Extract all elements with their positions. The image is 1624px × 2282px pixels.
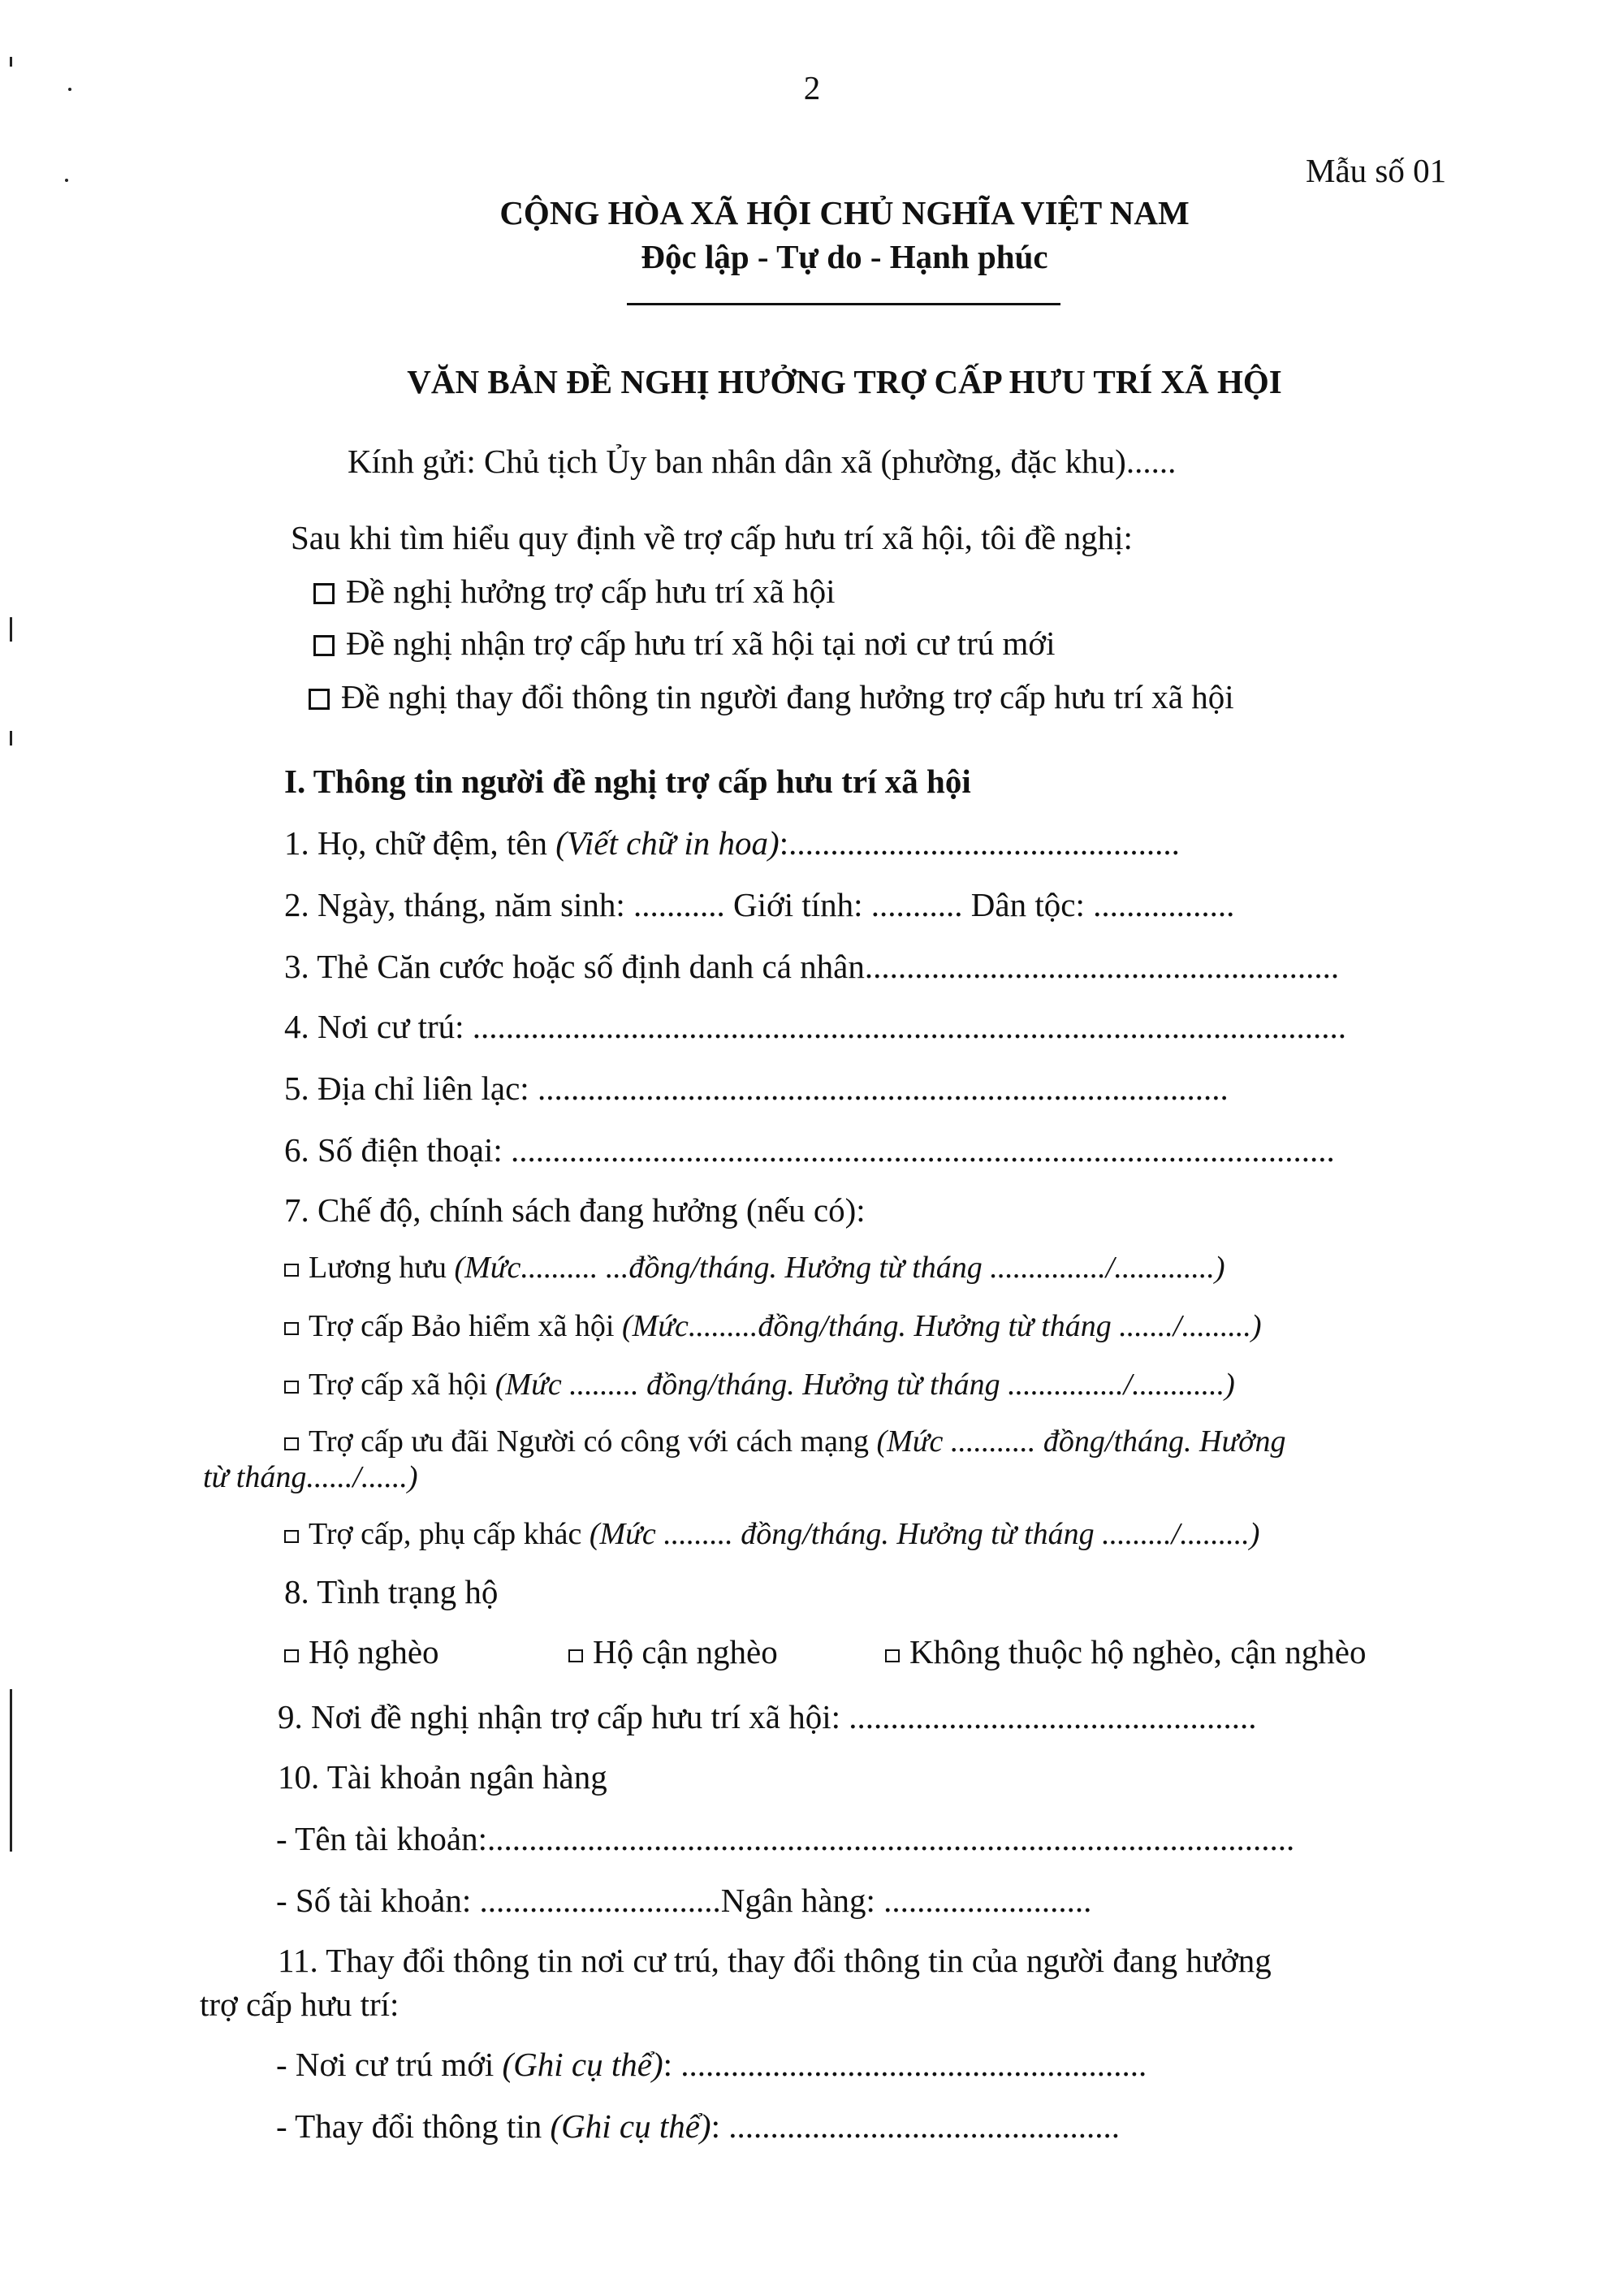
checkbox[interactable] bbox=[313, 583, 335, 604]
page-number: 2 bbox=[803, 69, 821, 106]
household-option: Hộ nghèo bbox=[284, 1636, 439, 1669]
scan-mark bbox=[10, 57, 12, 67]
bank-account-label: 10. Tài khoản ngân hàng bbox=[278, 1758, 607, 1796]
household-status-label: 8. Tình trạng hộ bbox=[284, 1573, 499, 1610]
field-phone[interactable]: 6. Số điện thoại: ................................................................................................... bbox=[284, 1131, 1335, 1169]
checkbox[interactable] bbox=[885, 1649, 900, 1662]
field-birth-gender-ethnicity[interactable]: 2. Ngày, tháng, năm sinh: ........... Giới tính: ........... Dân tộc: ................. bbox=[284, 886, 1235, 923]
checkbox[interactable] bbox=[309, 689, 330, 710]
field-full-name[interactable]: 1. Họ, chữ đệm, tên (Viết chữ in hoa):............................................... bbox=[284, 824, 1180, 862]
checkbox[interactable] bbox=[284, 1381, 299, 1394]
field-residence[interactable]: 4. Nơi cư trú: ......................................................................................................... bbox=[284, 1008, 1347, 1045]
checkbox[interactable] bbox=[284, 1530, 299, 1543]
household-option: Không thuộc hộ nghèo, cận nghèo bbox=[885, 1636, 1367, 1669]
benefit-item: Trợ cấp ưu đãi Người có công với cách mạng (Mức ........... đồng/tháng. Hưởng bbox=[284, 1426, 1285, 1457]
request-option: Đề nghị thay đổi thông tin người đang hưởng trợ cấp hưu trí xã hội bbox=[309, 681, 1234, 714]
benefit-item: Lương hưu (Mức.......... ...đồng/tháng. Hưởng từ tháng .............../.............) bbox=[284, 1252, 1225, 1283]
field-id-number[interactable]: 3. Thẻ Căn cước hoặc số định danh cá nhân......................................................... bbox=[284, 948, 1340, 985]
scan-mark bbox=[68, 88, 71, 91]
benefit-item: Trợ cấp Bảo hiểm xã hội (Mức.........đồng/tháng. Hưởng từ tháng ......./.........) bbox=[284, 1311, 1262, 1342]
document-title: VĂN BẢN ĐỀ NGHỊ HƯỞNG TRỢ CẤP HƯU TRÍ XÃ HỘI bbox=[407, 363, 1282, 400]
benefit-item: Trợ cấp xã hội (Mức ......... đồng/tháng. Hưởng từ tháng .............../............) bbox=[284, 1369, 1235, 1400]
checkbox[interactable] bbox=[284, 1437, 299, 1450]
checkbox[interactable] bbox=[284, 1649, 299, 1662]
change-info-label: 11. Thay đổi thông tin nơi cư trú, thay đổi thông tin của người đang hưởng bbox=[278, 1942, 1272, 1979]
intro-text: Sau khi tìm hiểu quy định về trợ cấp hưu trí xã hội, tôi đề nghị: bbox=[291, 519, 1133, 556]
field-contact-address[interactable]: 5. Địa chỉ liên lạc: ................................................................................... bbox=[284, 1070, 1229, 1107]
field-info-change[interactable]: - Thay đổi thông tin (Ghi cụ thể): ............................................... bbox=[276, 2107, 1120, 2145]
addressee: Kính gửi: Chủ tịch Ủy ban nhân dân xã (phường, đặc khu)...... bbox=[348, 443, 1177, 480]
request-option: Đề nghị nhận trợ cấp hưu trí xã hội tại nơi cư trú mới bbox=[313, 627, 1056, 660]
scan-mark bbox=[65, 179, 68, 182]
scan-mark bbox=[10, 731, 12, 746]
field-new-residence[interactable]: - Nơi cư trú mới (Ghi cụ thể): ........................................................ bbox=[276, 2046, 1147, 2083]
checkbox[interactable] bbox=[284, 1264, 299, 1277]
benefit-item-continuation: từ tháng....../......) bbox=[203, 1460, 418, 1494]
checkbox[interactable] bbox=[313, 635, 335, 656]
national-header: CỘNG HÒA XÃ HỘI CHỦ NGHĨA VIỆT NAM bbox=[499, 194, 1190, 231]
checkbox[interactable] bbox=[284, 1322, 299, 1335]
field-account-number-bank[interactable]: - Số tài khoản: .............................Ngân hàng: ......................... bbox=[276, 1882, 1092, 1919]
national-motto: Độc lập - Tự do - Hạnh phúc bbox=[641, 238, 1048, 275]
field-receive-location[interactable]: 9. Nơi đề nghị nhận trợ cấp hưu trí xã hội: ................................................. bbox=[278, 1698, 1257, 1735]
form-code: Mẫu số 01 bbox=[1306, 152, 1447, 189]
header-underline bbox=[627, 303, 1060, 305]
scan-mark bbox=[10, 1689, 12, 1852]
field-account-name[interactable]: - Tên tài khoản:................................................................................................. bbox=[276, 1820, 1295, 1857]
checkbox[interactable] bbox=[568, 1649, 583, 1662]
benefit-item: Trợ cấp, phụ cấp khác (Mức ......... đồng/tháng. Hưởng từ tháng ........./.........) bbox=[284, 1519, 1259, 1549]
field-current-benefits: 7. Chế độ, chính sách đang hưởng (nếu có): bbox=[284, 1191, 866, 1229]
section-heading: I. Thông tin người đề nghị trợ cấp hưu trí xã hội bbox=[284, 763, 971, 800]
request-option: Đề nghị hưởng trợ cấp hưu trí xã hội bbox=[313, 575, 835, 608]
household-option: Hộ cận nghèo bbox=[568, 1636, 778, 1669]
scan-mark bbox=[10, 617, 12, 642]
change-info-label-continuation: trợ cấp hưu trí: bbox=[200, 1986, 400, 2023]
